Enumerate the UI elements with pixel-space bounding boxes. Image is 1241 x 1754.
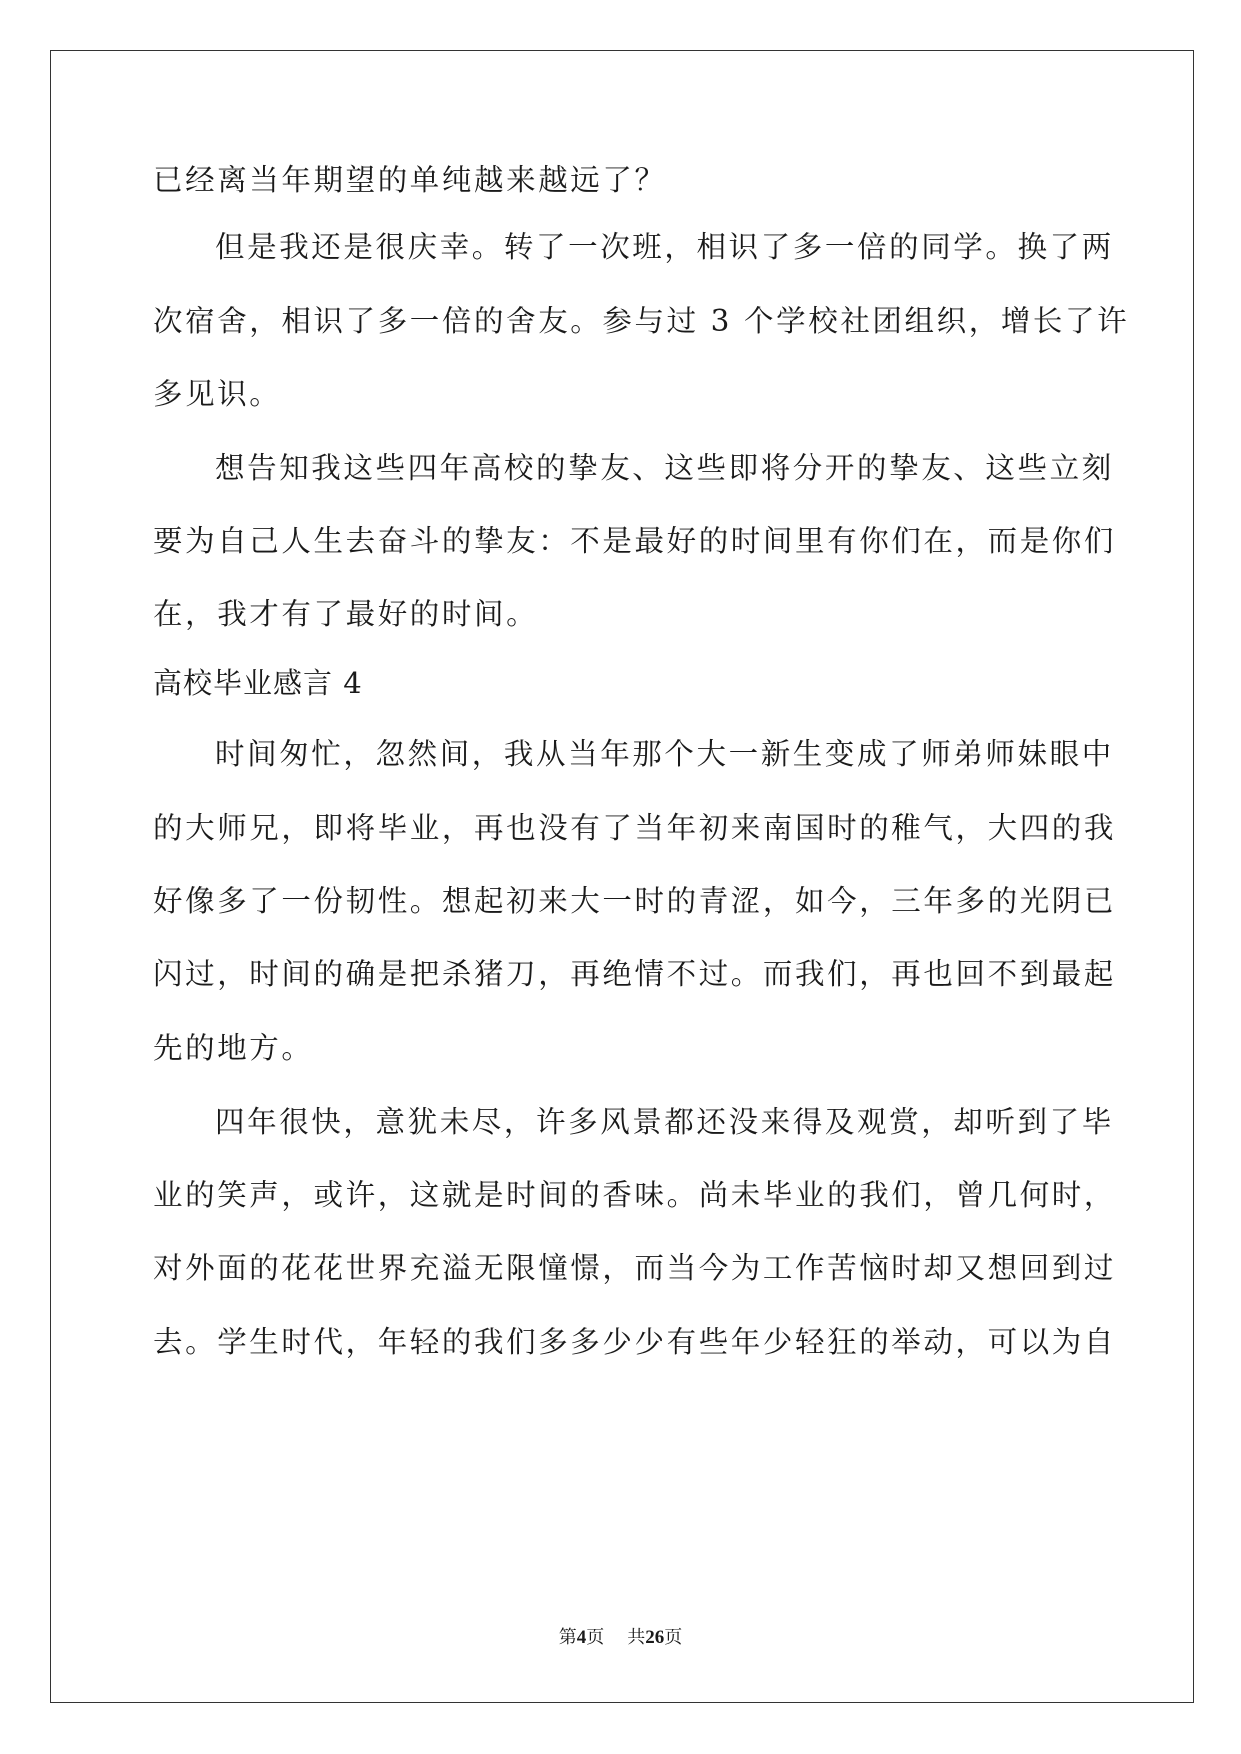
paragraph-line: 闪过，时间的确是把杀猪刀，再绝情不过。而我们，再也回不到最起: [153, 957, 1117, 991]
paragraph-line: 但是我还是很庆幸。转了一次班，相识了多一倍的同学。换了两: [215, 230, 1114, 264]
page-number: 4: [576, 1627, 587, 1648]
section-heading: 高校毕业感言 4: [153, 666, 363, 700]
paragraph-line: 业的笑声，或许，这就是时间的香味。尚未毕业的我们，曾几何时，: [153, 1178, 1117, 1212]
paragraph-line: 已经离当年期望的单纯越来越远了？: [153, 163, 667, 197]
paragraph-line: 去。学生时代，年轻的我们多多少少有些年少轻狂的举动，可以为自: [153, 1325, 1117, 1359]
paragraph-line: 在，我才有了最好的时间。: [153, 597, 539, 631]
paragraph-line: 好像多了一份韧性。想起初来大一时的青涩，如今，三年多的光阴已: [153, 884, 1117, 918]
footer-total-prefix: 共: [627, 1627, 646, 1648]
footer-page-suffix: 页: [586, 1627, 605, 1648]
paragraph-line: 想告知我这些四年高校的挚友、这些即将分开的挚友、这些立刻: [215, 451, 1114, 485]
page-border: [50, 50, 1194, 1703]
total-pages: 26: [645, 1627, 665, 1648]
paragraph-line: 先的地方。: [153, 1031, 314, 1065]
footer-total-suffix: 页: [664, 1627, 683, 1648]
page-footer: [0, 1626, 1241, 1650]
paragraph-line: 四年很快，意犹未尽，许多风景都还没来得及观赏，却听到了毕: [215, 1105, 1114, 1139]
paragraph-line: 次宿舍，相识了多一倍的舍友。参与过 3 个学校社团组织，增长了许: [153, 304, 1130, 338]
paragraph-line: 要为自己人生去奋斗的挚友：不是最好的时间里有你们在，而是你们: [153, 524, 1117, 558]
paragraph-line: 对外面的花花世界充溢无限憧憬，而当今为工作苦恼时却又想回到过: [153, 1251, 1117, 1285]
footer-prefix: 第: [558, 1627, 577, 1648]
paragraph-line: 时间匆忙，忽然间，我从当年那个大一新生变成了师弟师妹眼中: [215, 737, 1114, 771]
paragraph-line: 的大师兄，即将毕业，再也没有了当年初来南国时的稚气，大四的我: [153, 811, 1117, 845]
paragraph-line: 多见识。: [153, 377, 282, 411]
